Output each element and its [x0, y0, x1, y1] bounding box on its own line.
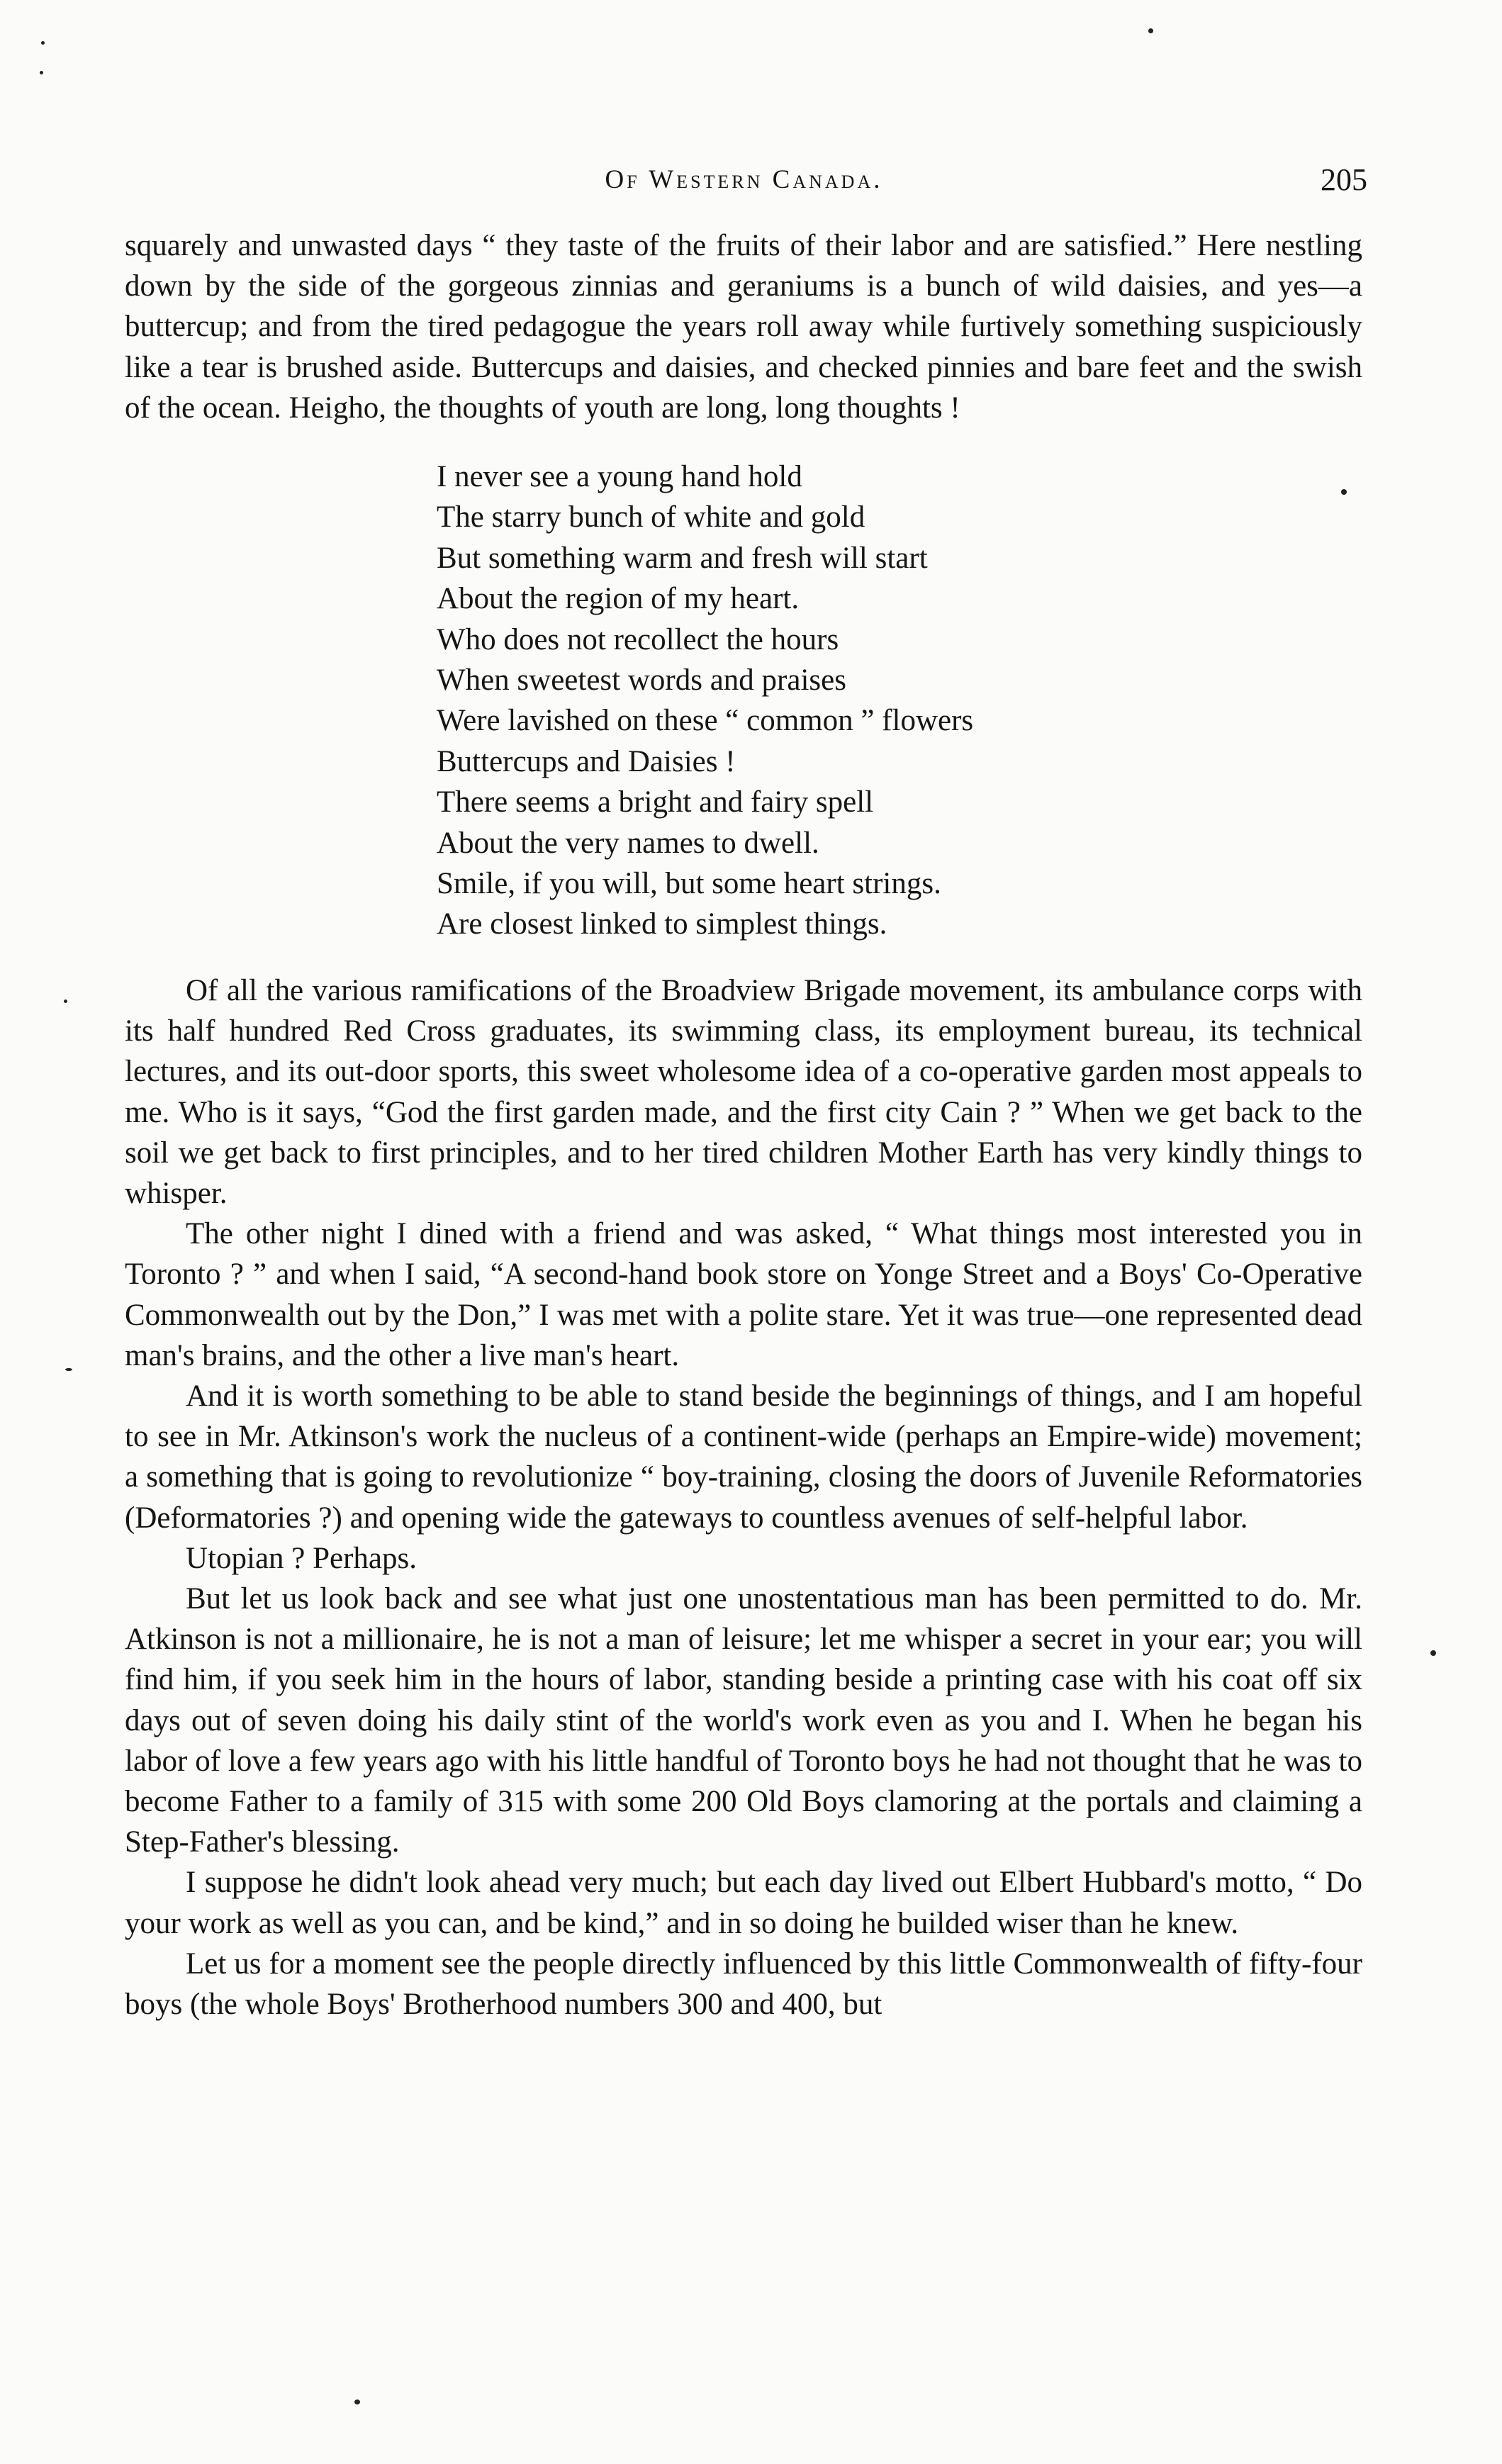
scan-speck	[1430, 1650, 1436, 1656]
scan-speck	[354, 2399, 360, 2404]
page-header	[121, 164, 1367, 207]
paragraph: But let us look back and see what just one unostentatious man has been permitted to do. Mr. Atkinson is not a millionaire, he is not a man of leisure; let me whisper a secret in your ear; you will find him, if you seek him in the hours of labor, standing beside a printing case with his coat off six days out of seven doing his daily stint of the world's work even as you and I. When he began his labor of love a few years ago with his little handful of Toronto boys he had not thought that he was to become Father to a family of 315 with some 200 Old Boys clamoring at the portals and claiming a Step-Father's blessing.	[125, 1581, 1362, 1859]
paragraph: Of all the various ramifications of the Broadview Brigade movement, its ambulance corps with its half hundred Red Cross graduates, its swimming class, its employment bureau, its technical lectures, and its out-door sports, this sweet wholesome idea of a co-operative garden most appeals to me. Who is it says, “God the first garden made, and the first city Cain ? ” When we get back to the soil we get back to first principles, and to her tired children Mother Earth has very kindly things to whisper.	[125, 973, 1362, 1210]
scan-speck	[1148, 28, 1153, 33]
scan-speck	[64, 999, 67, 1003]
paragraph: squarely and unwasted days “ they taste of the fruits of their labor and are satisfied.” Here nestling down by the side of the gorgeous zinnias and geraniums is a bunch of wild daisies, and yes—a buttercup; and from the tired pedagogue the years roll away while furtively something suspiciously like a tear is brushed aside. Buttercups and daisies, and checked pinnies and bare feet and the swish of the ocean. Heigho, the thoughts of youth are long, long thoughts !	[125, 229, 1362, 425]
poem-line: Are closest linked to simplest things.	[437, 907, 887, 941]
paragraph: Utopian ? Perhaps.	[186, 1541, 417, 1575]
scan-speck	[41, 41, 45, 45]
running-head: Of Western Canada.	[605, 165, 883, 194]
page-number: 205	[1321, 162, 1367, 197]
scan-speck	[40, 71, 43, 74]
poem-line: About the very names to dwell.	[437, 826, 819, 860]
paragraph: I suppose he didn't look ahead very much; but each day lived out Elbert Hubbard's motto, “ Do your work as well as you can, and be kind,” and in so doing he builded wiser than he knew.	[125, 1866, 1362, 1940]
scan-speck	[1341, 489, 1347, 495]
scan-speck	[65, 1368, 72, 1371]
paragraph: Let us for a moment see the people directly influenced by this little Commonwealth of fifty-four boys (the whole Boys' Brotherhood numbers 300 and 400, but	[125, 1947, 1362, 2021]
poem-line: Buttercups and Daisies !	[437, 744, 736, 778]
poem-line: Smile, if you will, but some heart strings.	[437, 867, 941, 901]
poem-line: Were lavished on these “ common ” flowers	[437, 704, 974, 738]
paragraph: And it is worth something to be able to stand beside the beginnings of things, and I am hopeful to see in Mr. Atkinson's work the nucleus of a continent-wide (perhaps an Empire-wide) movement; a something that is going to revolutionize “ boy-training, closing the doors of Juvenile Reformatories (Deformatories ?) and opening wide the gateways to countless avenues of self-helpful labor.	[125, 1379, 1362, 1535]
poem-line: There seems a bright and fairy spell	[437, 785, 874, 819]
poem-line: Who does not recollect the hours	[437, 622, 839, 656]
poem-line: But something warm and fresh will start	[437, 541, 928, 575]
body-text	[125, 225, 1362, 2025]
poem-line: I never see a young hand hold	[437, 460, 802, 494]
paragraph: The other night I dined with a friend and was asked, “ What things most interested you in Toronto ? ” and when I said, “A second-hand book store on Yonge Street and a Boys' Co-Operative Commonwealth out by the Don,” I was met with a polite stare. Yet it was true—one represented dead man's brains, and the other a live man's heart.	[125, 1217, 1362, 1372]
poem	[437, 457, 1362, 945]
poem-line: About the region of my heart.	[437, 582, 800, 616]
poem-line: The starry bunch of white and gold	[437, 500, 865, 534]
poem-line: When sweetest words and praises	[437, 663, 846, 698]
